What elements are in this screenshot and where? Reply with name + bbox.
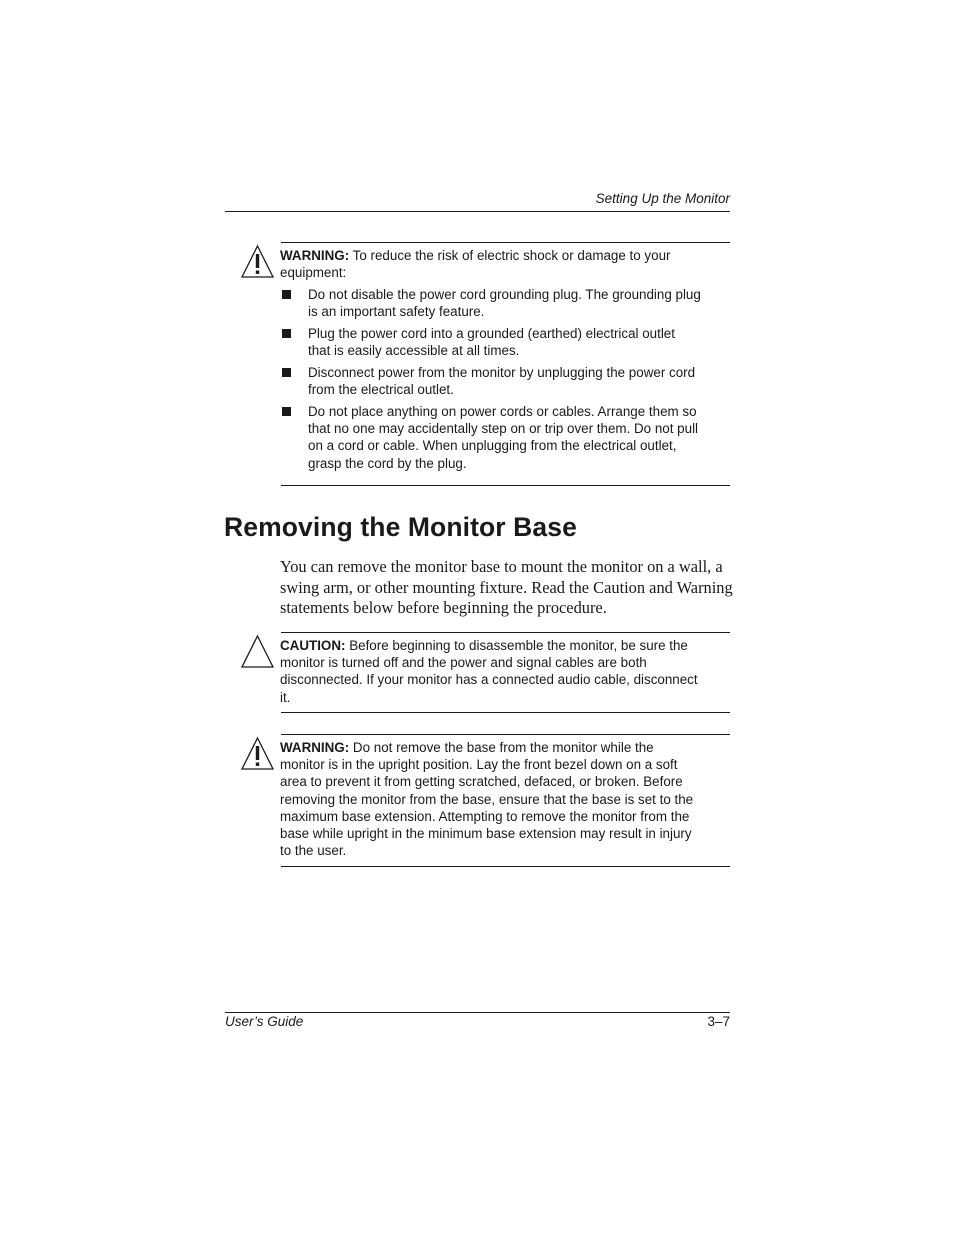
- caution-bottom-rule: [281, 712, 730, 713]
- list-item: [281, 286, 701, 320]
- list-item-text: Plug the power cord into a grounded (earthed) electrical outlet that is easily accessible at all times.: [308, 326, 675, 359]
- warning-intro-text: To reduce the risk of electric shock or damage to your equipment:: [280, 248, 671, 281]
- bullet-square-icon: [282, 290, 291, 299]
- list-item: [281, 325, 701, 359]
- section-title: Removing the Monitor Base: [224, 512, 577, 542]
- warning2-text-block: [280, 739, 698, 859]
- list-item-text: Do not disable the power cord grounding plug. The grounding plug is an important safety feature.: [308, 287, 701, 320]
- warning2-text: Do not remove the base from the monitor while the monitor is in the upright position. Lay the front bezel down on a soft area to prevent it from getting scratched, defaced, or broken. Before removing the monitor from the base, ensure that the base is set to the maximum base extension. Attempting to remove the monitor from the base while upright in the minimum base extension may result in injury to the user.: [280, 740, 694, 859]
- warning-bottom-rule: [281, 485, 730, 486]
- caution-label: CAUTION:: [280, 638, 346, 653]
- header-rule: [225, 211, 730, 212]
- list-item: [281, 364, 701, 398]
- warning-label: WARNING:: [280, 248, 350, 263]
- warning2-bottom-rule: [281, 866, 730, 867]
- caution-text-block: [280, 637, 700, 706]
- warning-top-rule: [281, 242, 730, 243]
- caution-triangle-icon: [240, 634, 276, 670]
- warning-triangle-icon: [240, 736, 276, 772]
- list-item-text: Do not place anything on power cords or cables. Arrange them so that no one may accidentally step on or trip over them. Do not pull on a cord or cable. When unplugging from the electrical outlet, grasp the cord by the plug.: [308, 404, 699, 471]
- bullet-square-icon: [282, 329, 291, 338]
- bullet-square-icon: [282, 368, 291, 377]
- warning-triangle-icon: [240, 244, 276, 280]
- warning2-top-rule: [281, 734, 730, 735]
- footer-rule: [225, 1012, 730, 1013]
- caution-top-rule: [281, 632, 730, 633]
- warning-bullet-list: [281, 286, 701, 476]
- section-intro-paragraph: You can remove the monitor base to mount the monitor on a wall, a swing arm, or other mounting fixture. Read the Caution and Warning statements below before beginning the procedure.: [280, 557, 733, 617]
- bullet-square-icon: [282, 407, 291, 416]
- footer-guide-title: User’s Guide: [225, 1014, 304, 1029]
- list-item: [281, 403, 701, 472]
- caution-text: Before beginning to disassemble the monitor, be sure the monitor is turned off and the power and signal cables are both disconnected. If your monitor has a connected audio cable, disconnect it.: [280, 638, 698, 705]
- list-item-text: Disconnect power from the monitor by unplugging the power cord from the electrical outlet.: [308, 365, 696, 398]
- running-header: Setting Up the Monitor: [595, 191, 730, 206]
- warning-intro: [280, 247, 700, 281]
- page-number: 3–7: [707, 1014, 730, 1029]
- warning2-label: WARNING:: [280, 740, 350, 755]
